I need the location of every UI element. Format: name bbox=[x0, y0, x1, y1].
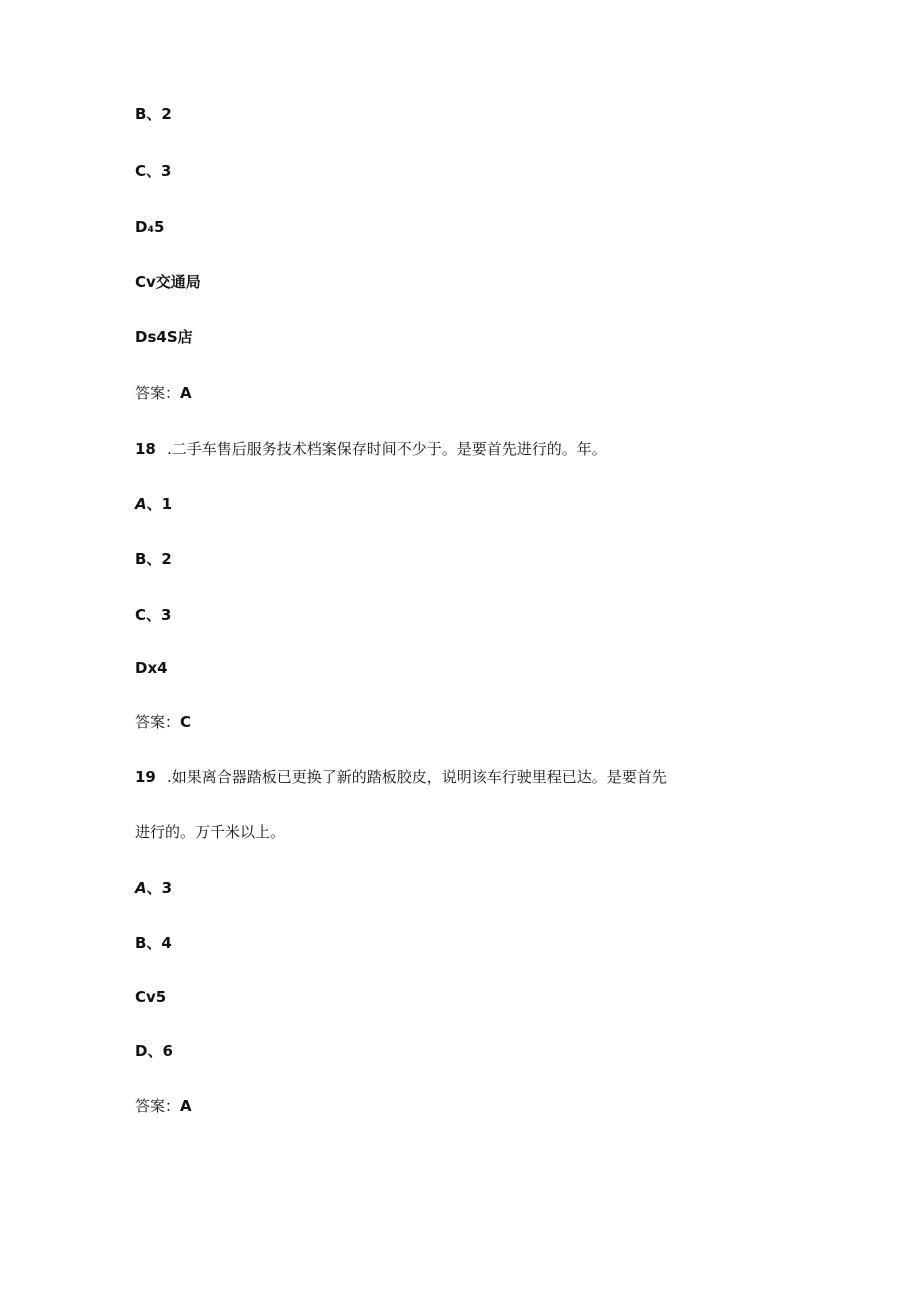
answer-value: C bbox=[180, 713, 192, 731]
answer-label: 答案： bbox=[135, 713, 181, 731]
option-rest: 、3 bbox=[146, 879, 173, 897]
option-a bbox=[135, 494, 172, 514]
option-d: D₄5 bbox=[135, 218, 165, 236]
question-19 bbox=[135, 767, 667, 787]
option-b: B、2 bbox=[135, 105, 172, 123]
option-d: Dx4 bbox=[135, 659, 168, 677]
answer-value: A bbox=[180, 1097, 192, 1115]
question-number: 19 bbox=[135, 768, 156, 786]
answer-label: 答案： bbox=[135, 384, 181, 402]
option-c: C、3 bbox=[135, 162, 172, 180]
answer-line bbox=[135, 712, 191, 732]
option-rest: 、1 bbox=[146, 495, 173, 513]
question-18 bbox=[135, 439, 607, 459]
option-b: B、4 bbox=[135, 934, 172, 952]
option-letter: A bbox=[135, 495, 147, 513]
option-c-transport: Cv交通局 bbox=[135, 273, 201, 291]
option-c: C、3 bbox=[135, 606, 172, 624]
answer-label: 答案： bbox=[135, 1097, 181, 1115]
question-text: .如果离合器踏板已更换了新的踏板胶皮，说明该车行驶里程已达。是要首先 bbox=[167, 768, 667, 786]
option-letter: A bbox=[135, 879, 147, 897]
option-a bbox=[135, 878, 172, 898]
option-d-4s: Ds4S店 bbox=[135, 328, 193, 346]
option-b: B、2 bbox=[135, 550, 172, 568]
answer-line bbox=[135, 383, 192, 403]
answer-line bbox=[135, 1096, 192, 1116]
question-19-continued: 进行的。万千米以上。 bbox=[135, 823, 286, 841]
option-d: D、6 bbox=[135, 1042, 173, 1060]
option-c: Cv5 bbox=[135, 988, 167, 1006]
answer-value: A bbox=[180, 384, 192, 402]
question-text: .二手车售后服务技术档案保存时间不少于。是要首先进行的。年。 bbox=[167, 440, 607, 458]
question-number: 18 bbox=[135, 440, 156, 458]
